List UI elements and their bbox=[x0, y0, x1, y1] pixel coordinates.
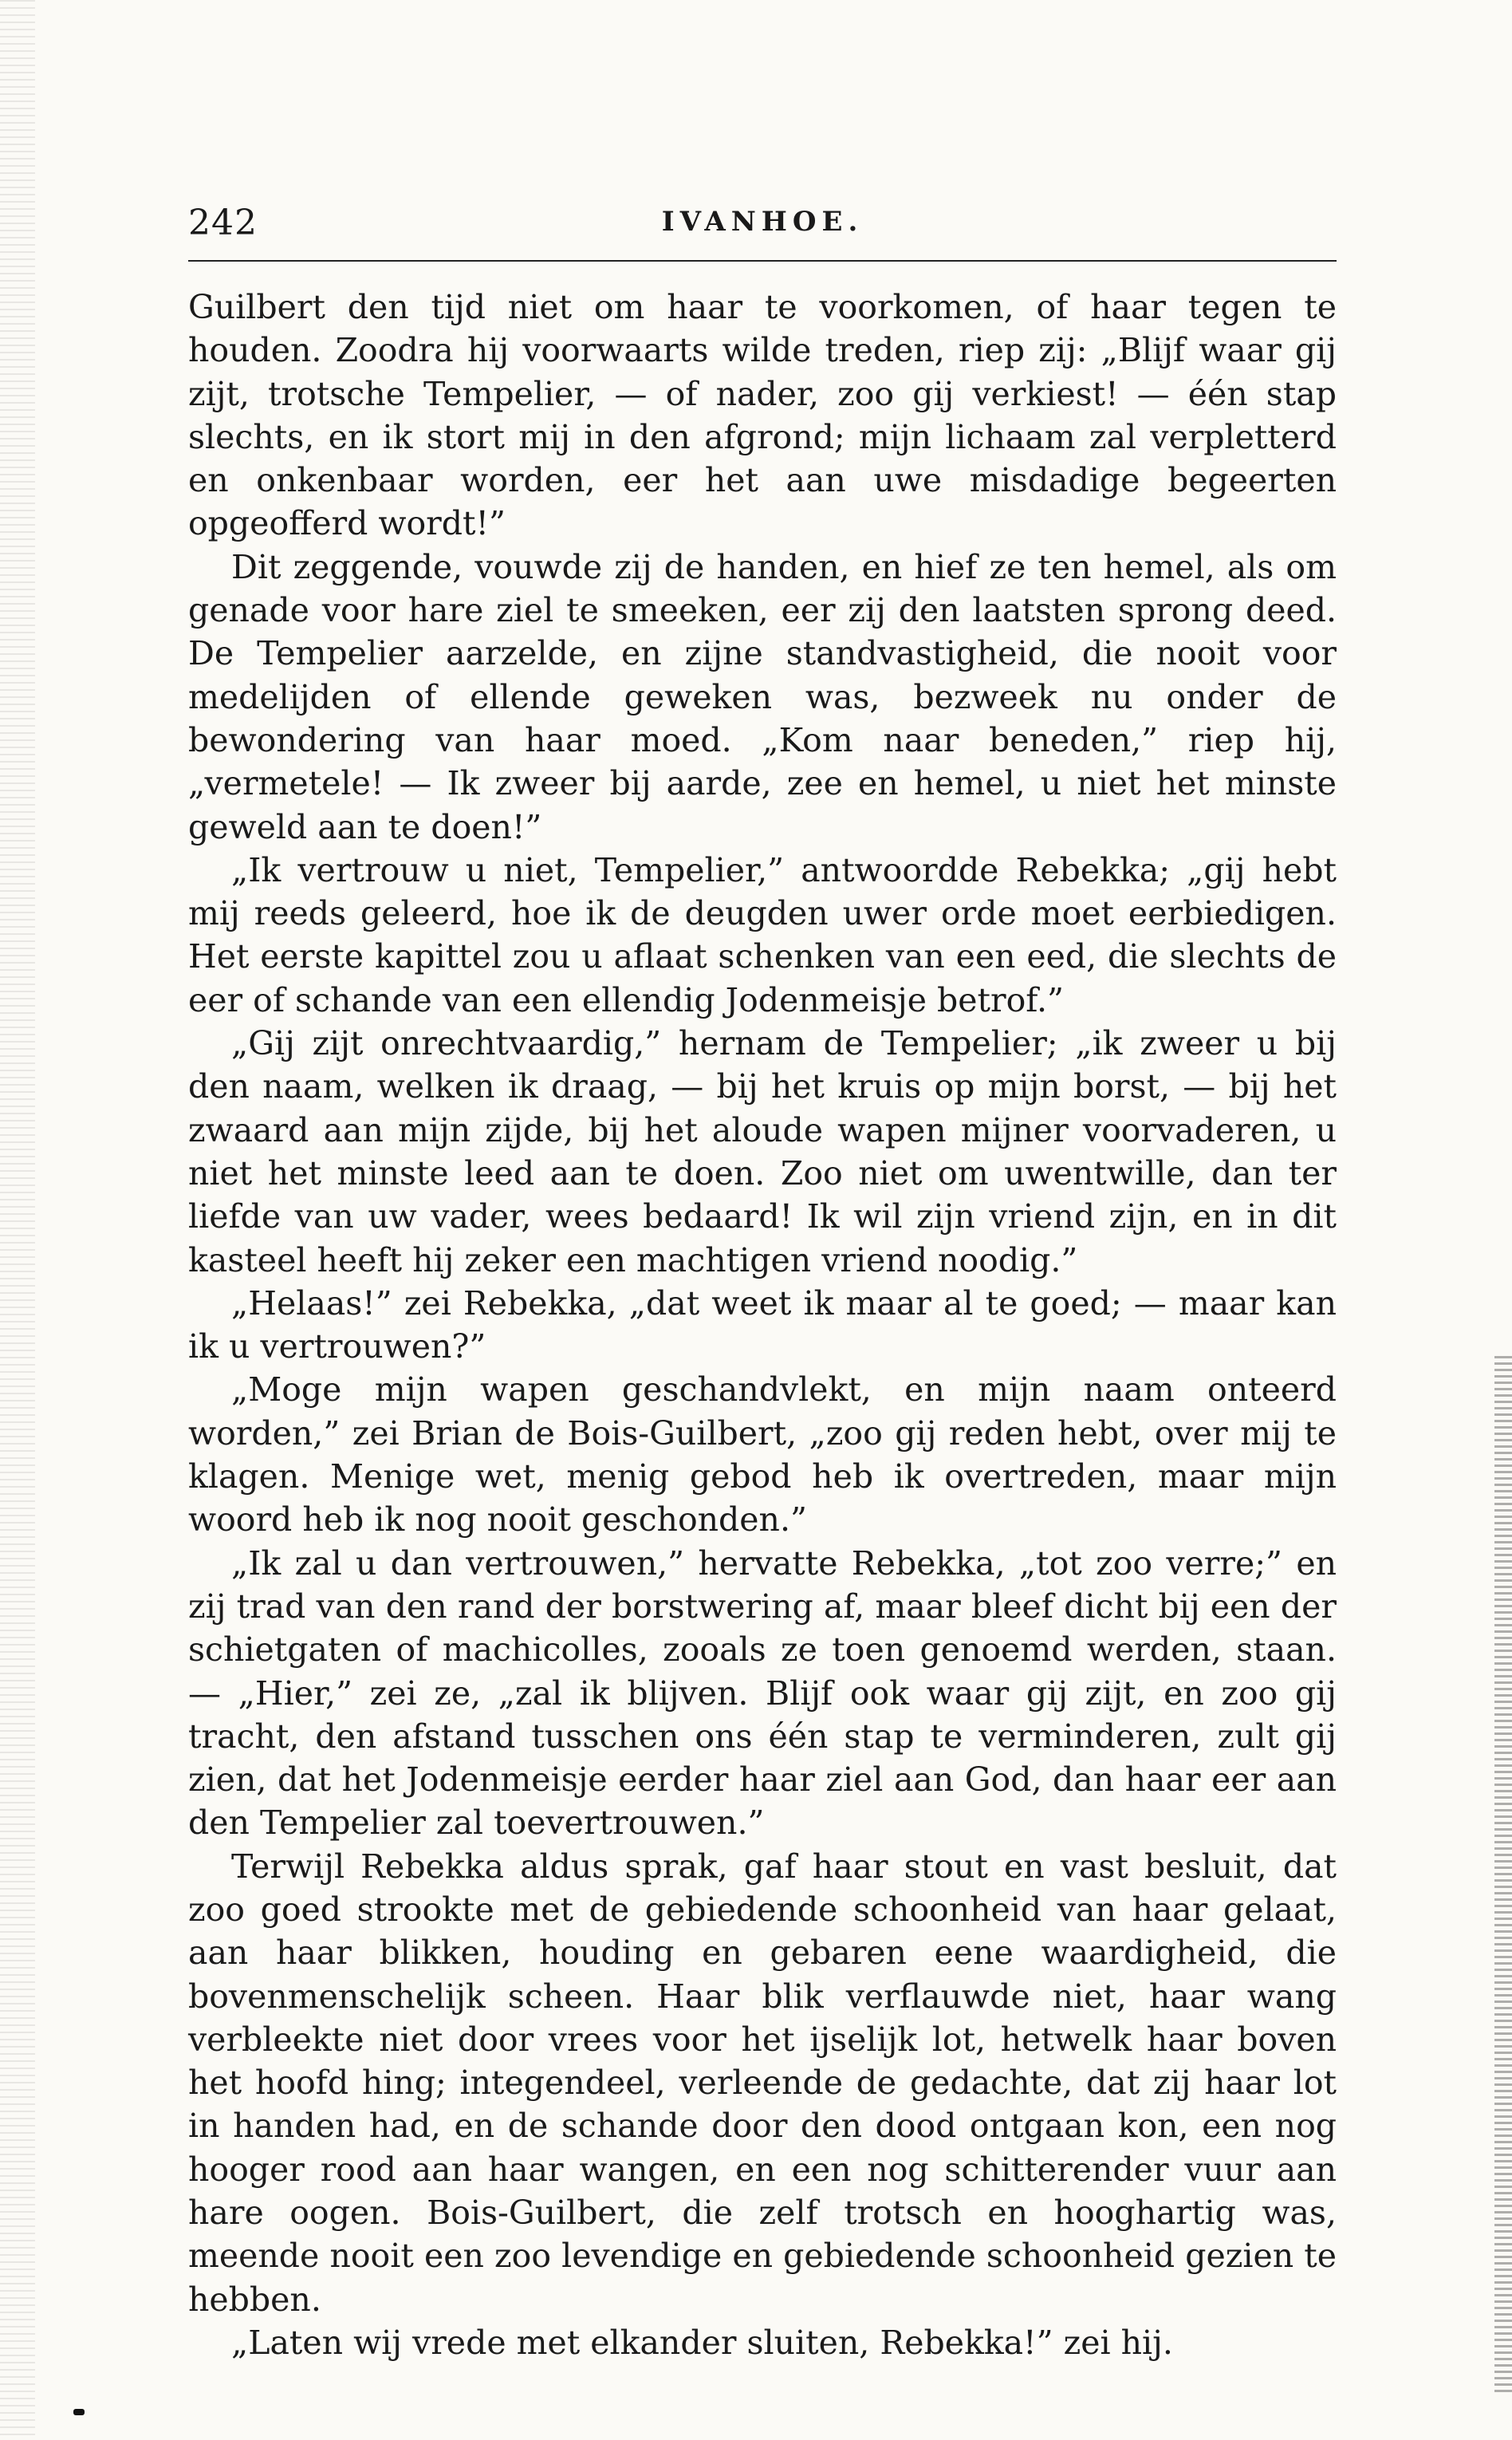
running-title: IVANHOE. bbox=[661, 206, 864, 238]
paragraph: „Gij zijt onrechtvaardig,” hernam de Tempelier; „ik zweer u bij den naam, welken ik draag, — bij het kruis op mijn borst, — bij het zwaard aan mijn zijde, bij het aloude wapen mijner voorvaderen, u niet het minste leed aan te doen. Zoo niet om uwentwille, dan ter liefde van uw vader, wees bedaard! Ik wil zijn vriend zijn, en in dit kasteel heeft hij zeker een machtigen vriend noodig.” bbox=[188, 1024, 1337, 1279]
paragraph: „Moge mijn wapen geschandvlekt, en mijn naam onteerd worden,” zei Brian de Bois-Guilbert, „zoo gij reden hebt, over mij te klagen. Menige wet, menig gebod heb ik overtreden, maar mijn woord heb ik nog nooit geschonden.” bbox=[188, 1370, 1337, 1539]
page-number: 242 bbox=[188, 203, 258, 243]
paragraph: Terwijl Rebekka aldus sprak, gaf haar stout en vast besluit, dat zoo goed strookte met de gebiedende schoonheid van haar gelaat, aan haar blikken, houding en gebaren eene waardigheid, die bovenmenschelijk scheen. Haar blik verflauwde niet, haar wang verbleekte niet door vrees voor het ijselijk lot, hetwelk haar boven het hoofd hing; integendeel, verleende de gedachte, dat zij haar lot in handen had, en de schande door den dood ontgaan kon, een nog hooger rood aan haar wangen, en een nog schitterender vuur aan hare oogen. Bois-Guilbert, die zelf trotsch en hooghartig was, meende nooit een zoo levendige en gebiedende schoonheid gezien te hebben. bbox=[188, 1847, 1337, 2319]
paragraph: Dit zeggende, vouwde zij de handen, en hief ze ten hemel, als om genade voor hare ziel te smeeken, eer zij den laatsten sprong deed. De Tempelier aarzelde, en zijne standvastigheid, die nooit voor medelijden of ellende geweken was, bezweek nu onder de bewondering van haar moed. „Kom naar beneden,” riep hij, „vermetele! — Ik zweer bij aarde, zee en hemel, u niet het minste geweld aan te doen!” bbox=[188, 547, 1337, 846]
paragraph: „Helaas!” zei Rebekka, „dat weet ik maar al te goed; — maar kan ik u vertrouwen?” bbox=[188, 1283, 1337, 1366]
paragraph: Guilbert den tijd niet om haar te voorkomen, of haar tegen te houden. Zoodra hij voorwaarts wilde treden, riep zij: „Blijf waar gij zijt, trotsche Tempelier, — of nader, zoo gij verkiest! — één stap slechts, en ik stort mij in den afgrond; mijn lichaam zal verpletterd en onkenbaar worden, eer het aan uwe misdadige begeerten opgeofferd wordt!” bbox=[188, 288, 1337, 543]
ink-mark bbox=[73, 2409, 85, 2415]
paragraph: „Laten wij vrede met elkander sluiten, Rebekka!” zei hij. bbox=[231, 2323, 1173, 2362]
paragraph: „Ik zal u dan vertrouwen,” hervatte Rebekka, „tot zoo verre;” en zij trad van den rand der borstwering af, maar bleef dicht bij een der schietgaten of machicolles, zooals ze toen genoemd werden, staan. — „Hier,” zei ze, „zal ik blijven. Blijf ook waar gij zijt, en zoo gij tracht, den afstand tusschen ons één stap te verminderen, zult gij zien, dat het Jodenmeisje eerder haar ziel aan God, dan haar eer aan den Tempelier zal toevertrouwen.” bbox=[188, 1543, 1337, 1843]
paragraph: „Ik vertrouw u niet, Tempelier,” antwoordde Rebekka; „gij hebt mij reeds geleerd, hoe ik de deugden uwer orde moet eerbiedigen. Het eerste kapittel zou u aflaat schenken van een eed, die slechts de eer of schande van een ellendig Jodenmeisje betrof.” bbox=[188, 850, 1337, 1019]
body-text bbox=[188, 286, 1337, 2364]
header-rule bbox=[188, 260, 1337, 262]
page-edge-left bbox=[0, 0, 35, 2440]
page-header bbox=[188, 196, 1337, 252]
page-edge-right bbox=[1494, 1356, 1512, 2393]
